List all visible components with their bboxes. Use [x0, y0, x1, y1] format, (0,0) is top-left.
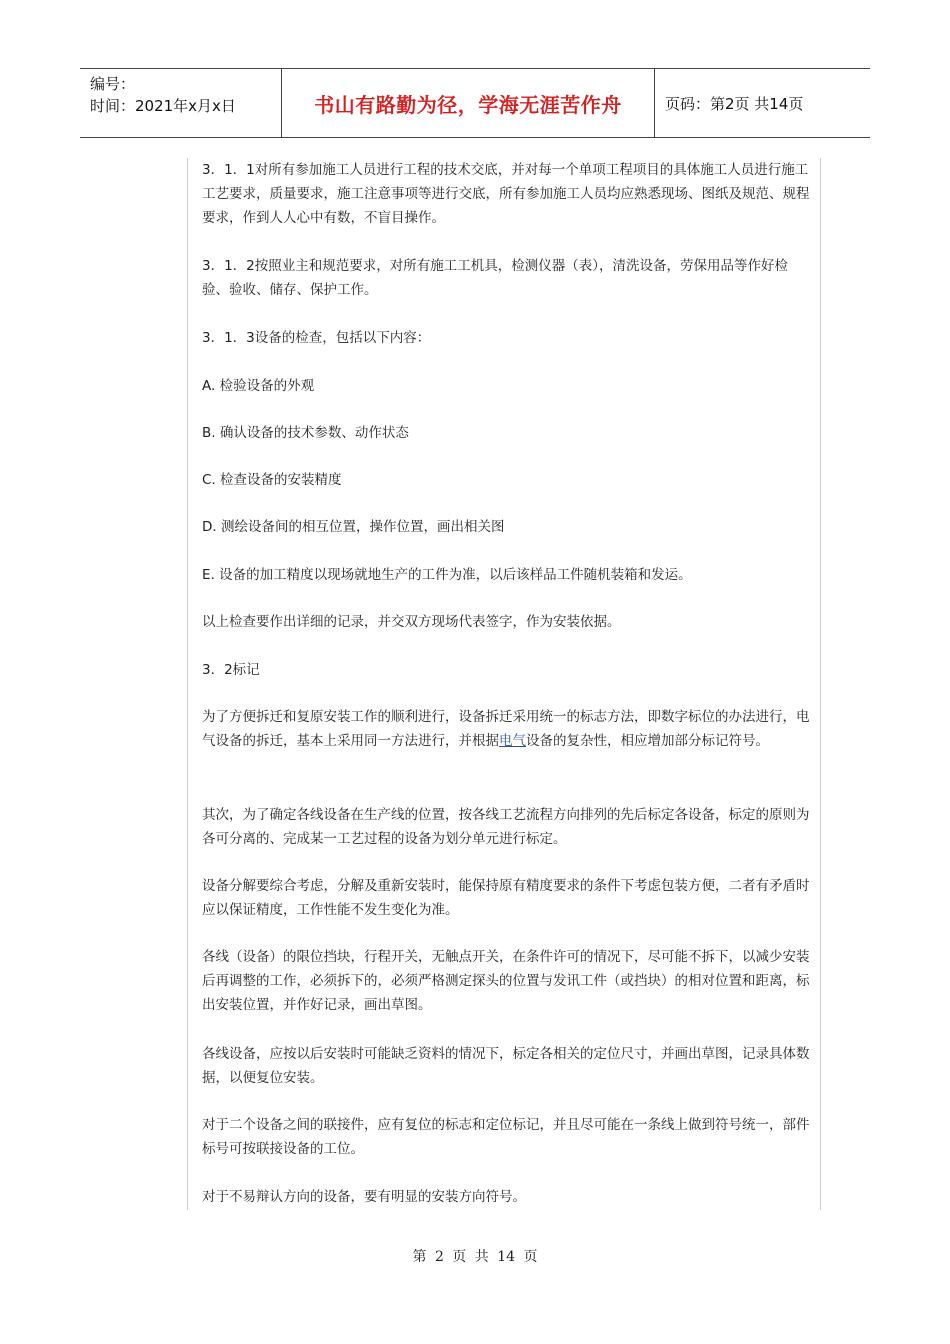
list-item-b: B. 确认设备的技术参数、动作状态 [202, 425, 409, 441]
section-heading-3-2: 3．2标记 [202, 662, 260, 678]
paragraph-text: 为了方便拆迁和复原安装工作的顺利进行，设备拆迁采用统一的标志方法，即数字标位的办法进行，电气设备的拆迁，基本上采用同一方法进行，并根据 [202, 709, 810, 749]
paragraph-dimensions: 各线设备，应按以后安装时可能缺乏资料的情况下，标定各相关的定位尺寸，并画出草图，记录具体数据，以便复位安装。 [202, 1046, 810, 1086]
paragraph-text: 设备的复杂性，相应增加部分标记符号。 [526, 733, 769, 749]
header-motto: 书山有路勤为径，学海无涯苦作舟 [282, 69, 655, 137]
document-date: 时间：2021年x月x日 [90, 97, 236, 115]
list-item-d: D. 测绘设备间的相互位置，操作位置，画出相关图 [202, 519, 505, 535]
paragraph-3-1-3: 3．1．3设备的检查，包括以下内容： [202, 330, 431, 346]
electrical-link[interactable]: 电气 [499, 733, 526, 749]
document-body [187, 158, 821, 1210]
paragraph-connectors: 对于二个设备之间的联接件，应有复位的标志和定位标记，并且尽可能在一条线上做到符号统一，部件标号可按联接设备的工位。 [202, 1117, 810, 1157]
list-item-a: A. 检验设备的外观 [202, 378, 315, 394]
paragraph-positioning: 其次，为了确定各线设备在生产线的位置，按各线工艺流程方向排列的先后标定各设备，标定的原则为各可分离的、完成某一工艺过程的设备为划分单元进行标定。 [202, 807, 810, 847]
paragraph-3-1-1: 3．1．1对所有参加施工人员进行工程的技术交底，并对每一个单项工程项目的具体施工人员进行施工工艺要求，质量要求，施工注意事项等进行交底，所有参加施工人员均应熟悉现场、图纸及规范、规程要求，作到人人心中有数，不盲目操作。 [202, 162, 810, 226]
page-header [80, 68, 870, 138]
paragraph-marking-method [202, 705, 812, 753]
header-meta [80, 69, 282, 137]
paragraph-record-note: 以上检查要作出详细的记录，并交双方现场代表签字，作为安装依据。 [202, 614, 621, 630]
paragraph-disassembly: 设备分解要综合考虑，分解及重新安装时，能保持原有精度要求的条件下考虑包装方便，二者有矛盾时应以保证精度，工作性能不发生变化为准。 [202, 878, 810, 918]
paragraph-direction-symbol: 对于不易辩认方向的设备，要有明显的安装方向符号。 [202, 1189, 526, 1205]
list-item-c: C. 检查设备的安装精度 [202, 472, 342, 488]
list-item-e: E. 设备的加工精度以现场就地生产的工件为准，以后该样品工件随机装箱和发运。 [202, 567, 692, 583]
page-footer: 第 2 页 共 14 页 [412, 1249, 538, 1265]
document-number-label: 编号： [90, 75, 136, 93]
header-page-number: 页码：第2页 共14页 [665, 94, 804, 113]
paragraph-3-1-2: 3．1．2按照业主和规范要求，对所有施工工机具，检测仪器（表），清洗设备，劳保用品等作好检验、验收、储存、保护工作。 [202, 258, 789, 298]
paragraph-limit-stops: 各线（设备）的限位挡块，行程开关，无触点开关，在条件许可的情况下，尽可能不拆下，以减少安装后再调整的工作，必须拆下的，必须严格测定探头的位置与发讯工件（或挡块）的相对位置和距离，标出安装位置，并作好记录，画出草图。 [202, 949, 810, 1013]
